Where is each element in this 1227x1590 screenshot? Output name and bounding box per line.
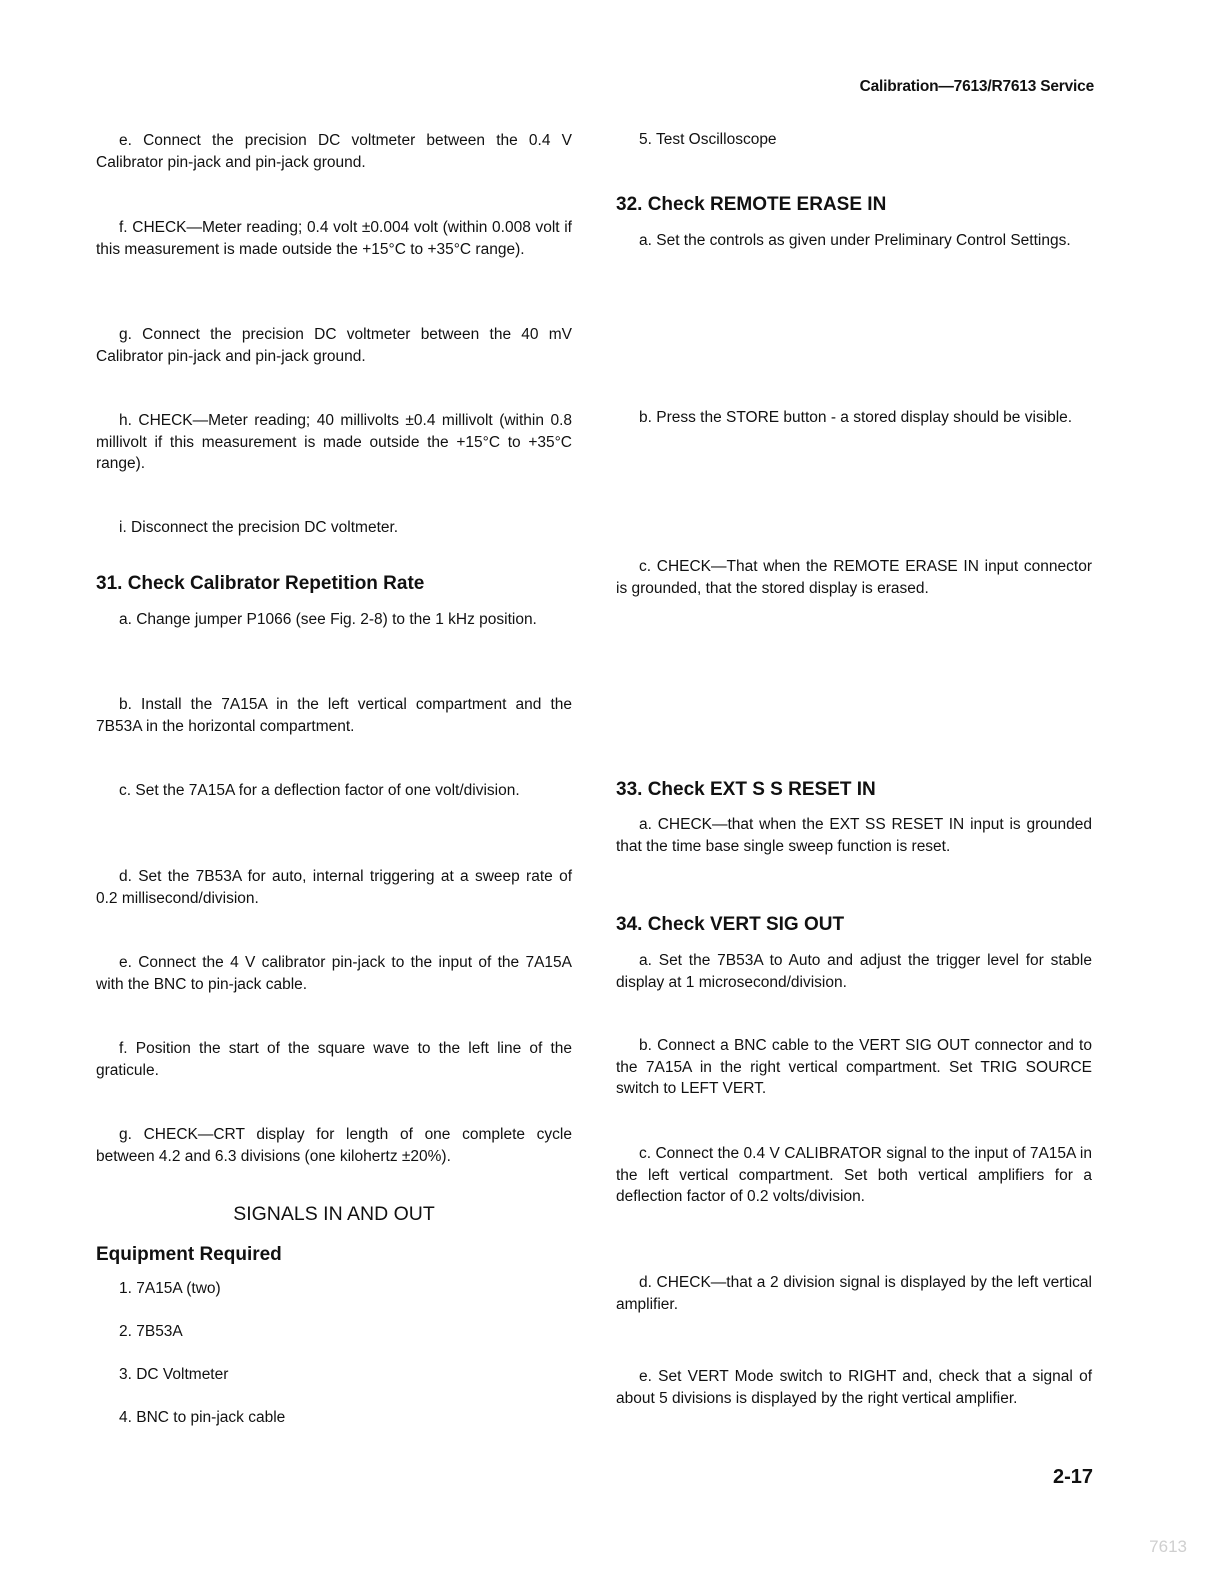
- step-31d: d. Set the 7B53A for auto, internal triggering at a sweep rate of 0.2 millisecond/division.: [96, 868, 572, 907]
- step-34b: b. Connect a BNC cable to the VERT SIG OUT connector and to the 7A15A in the right vertical compartment. Set TRIG SOURCE switch to LEFT VERT.: [616, 1037, 1092, 1098]
- step-31g: g. CHECK—CRT display for length of one complete cycle between 4.2 and 6.3 divisions (one kilohertz ±20%).: [96, 1126, 572, 1165]
- step-34e: e. Set VERT Mode switch to RIGHT and, check that a signal of about 5 divisions is displayed by the right vertical amplifier.: [616, 1368, 1092, 1407]
- step-g-connect-40mv: g. Connect the precision DC voltmeter between the 40 mV Calibrator pin-jack and pin-jack ground.: [96, 326, 572, 365]
- section-33-heading: 33. Check EXT S S RESET IN: [616, 779, 876, 800]
- section-32-heading: 32. Check REMOTE ERASE IN: [616, 194, 887, 215]
- step-34c: c. Connect the 0.4 V CALIBRATOR signal to the input of 7A15A in the left vertical compartment. Set both vertical amplifiers for a deflection factor of 0.2 volts/division.: [616, 1145, 1092, 1206]
- page-number: 2-17: [1052, 1466, 1093, 1488]
- step-34d: d. CHECK—that a 2 division signal is displayed by the left vertical amplifier.: [616, 1274, 1092, 1313]
- equipment-item-2: 2. 7B53A: [119, 1323, 183, 1340]
- step-33a: a. CHECK—that when the EXT SS RESET IN input is grounded that the time base single sweep function is reset.: [616, 816, 1092, 855]
- step-31a: a. Change jumper P1066 (see Fig. 2-8) to the 1 kHz position.: [119, 611, 537, 628]
- watermark: 7613: [1149, 1537, 1187, 1556]
- section-34-heading: 34. Check VERT SIG OUT: [616, 914, 845, 935]
- equipment-item-5: 5. Test Oscilloscope: [639, 131, 777, 148]
- step-31b: b. Install the 7A15A in the left vertical compartment and the 7B53A in the horizontal compartment.: [96, 696, 572, 735]
- step-e-connect-04v: e. Connect the precision DC voltmeter between the 0.4 V Calibrator pin-jack and pin-jack ground.: [96, 132, 572, 171]
- step-31c: c. Set the 7A15A for a deflection factor of one volt/division.: [119, 782, 520, 799]
- equipment-item-1: 1. 7A15A (two): [119, 1280, 221, 1297]
- step-31e: e. Connect the 4 V calibrator pin-jack to the input of the 7A15A with the BNC to pin-jack cable.: [96, 954, 572, 993]
- signals-heading: SIGNALS IN AND OUT: [233, 1203, 435, 1225]
- step-f-check-04v: f. CHECK—Meter reading; 0.4 volt ±0.004 volt (within 0.008 volt if this measurement is made outside the +15°C to +35°C range).: [96, 219, 572, 258]
- section-31-heading: 31. Check Calibrator Repetition Rate: [96, 573, 425, 594]
- step-34a: a. Set the 7B53A to Auto and adjust the trigger level for stable display at 1 microsecond/division.: [616, 952, 1092, 991]
- step-32a: a. Set the controls as given under Preliminary Control Settings.: [639, 232, 1071, 249]
- step-32b: b. Press the STORE button - a stored display should be visible.: [639, 409, 1073, 426]
- step-i-disconnect: i. Disconnect the precision DC voltmeter.: [119, 519, 399, 536]
- step-31f: f. Position the start of the square wave to the left line of the graticule.: [96, 1040, 572, 1079]
- step-h-check-40mv: h. CHECK—Meter reading; 40 millivolts ±0.4 millivolt (within 0.8 millivolt if this measurement is made outside the +15°C to +35°C range).: [96, 412, 572, 473]
- equipment-heading: Equipment Required: [96, 1244, 282, 1265]
- step-32c: c. CHECK—That when the REMOTE ERASE IN input connector is grounded, that the stored display is erased.: [616, 558, 1092, 597]
- running-header: Calibration—7613/R7613 Service: [859, 78, 1094, 95]
- equipment-item-3: 3. DC Voltmeter: [119, 1366, 229, 1383]
- equipment-item-4: 4. BNC to pin-jack cable: [119, 1409, 286, 1426]
